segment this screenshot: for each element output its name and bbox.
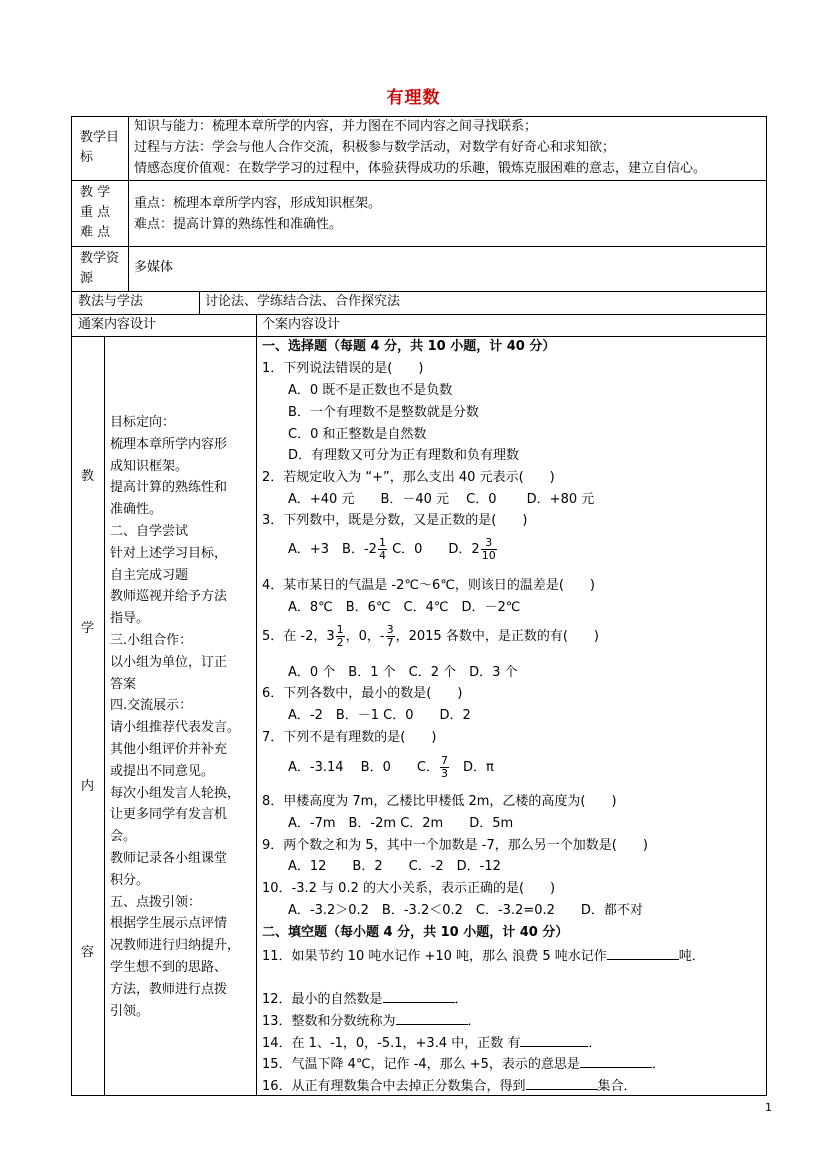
question-4-options: A．8℃ B．6℃ C．4℃ D．－2℃ (288, 600, 521, 615)
goals-label: 教学目标 (80, 130, 120, 165)
answer-blank-14[interactable] (520, 1033, 588, 1047)
question-7: 7．下列不是有理数的是( ) (262, 730, 437, 745)
side-label-xue: 学 (81, 621, 95, 636)
side-label-jiao: 教 (81, 469, 95, 484)
side-label-rong: 容 (81, 945, 95, 960)
question-1-option-c: C．0 和正整数是自然数 (288, 427, 427, 442)
common-design-line: 况教师进行归纳提升， (110, 938, 241, 954)
question-1-option-a: A．0 既不是正数也不是负数 (288, 383, 453, 398)
common-design-line: 或提出不同意见。 (110, 763, 215, 779)
question-4: 4．某市某日的气温是 -2℃～6℃，则该日的温差是( ) (262, 578, 595, 593)
question-5: 5．在 -2，3 $\frac{1}{2}$ ，0，- $\frac{3}{7}$ ，2015 各数中，是正数的有( ) (262, 623, 599, 649)
question-3: 3．下列数中，既是分数，又是正数的是( ) (262, 513, 528, 528)
answer-blank-12[interactable] (383, 989, 455, 1003)
common-design-line: 准确性。 (110, 502, 163, 518)
common-design-line: 二、自学尝试 (110, 523, 189, 539)
common-design-line: 积分。 (110, 872, 150, 888)
keypoints-label: 教 学 重 点 难 点 (80, 185, 111, 240)
question-7-options: A．-3.14 B．0 C． $\frac{7}{3}$ D．π (288, 754, 494, 780)
common-design-line: 根据学生展示点评情 (110, 916, 228, 932)
keypoint-difficulty: 难点：提高计算的熟练性和准确性。 (134, 217, 343, 232)
question-5-options: A．0 个 B．1 个 C．2 个 D．3 个 (288, 665, 518, 680)
answer-blank-16[interactable] (526, 1076, 598, 1090)
fraction-q5-2: $\frac{3}{7}$ (386, 623, 394, 649)
question-9: 9．两个数之和为 5，其中一个加数是 -7，那么另一个加数是( ) (262, 838, 648, 853)
question-2-options: A．+40 元 B．－40 元 C．0 D．+80 元 (288, 492, 595, 507)
goal-knowledge: 知识与能力：梳理本章所学的内容，并力图在不同内容之间寻找联系； (134, 119, 538, 134)
question-1-option-b: B．一个有理数不是整数就是分数 (288, 405, 479, 420)
fraction-q3-2: $\frac{3}{10}$ (481, 536, 496, 562)
common-design-line: 以小组为单位，订正 (110, 654, 228, 670)
question-3-options: A．+3 B．-2 $\frac{1}{4}$ C．0 D．2 $\frac{3}{10}$ (288, 536, 496, 562)
question-16: 16．从正有理数集合中去掉正分数集合，得到 集合． (262, 1076, 637, 1096)
section-fill-heading: 二、填空题（每小题 4 分，共 10 小题，计 40 分） (262, 925, 569, 940)
common-design-line: 让更多同学有发言机 (110, 807, 228, 823)
common-design-line: 自主完成习题 (110, 567, 189, 583)
common-design-line: 目标定向： (110, 415, 176, 430)
answer-blank-13[interactable] (396, 1011, 468, 1025)
common-design-line: 指导。 (110, 611, 150, 627)
question-6: 6．下列各数中，最小的数是( ) (262, 686, 463, 701)
section-choice-heading: 一、选择题（每题 4 分，共 10 小题，计 40 分） (262, 339, 556, 354)
side-label-nei: 内 (81, 779, 95, 794)
question-12: 12．最小的自然数是 ． (262, 989, 468, 1009)
common-design-line: 三.小组合作： (110, 632, 193, 648)
common-design-line: 四.交流展示： (110, 698, 193, 714)
question-2: 2．若规定收入为 “+”，那么支出 40 元表示( ) (262, 470, 555, 485)
fraction-q7: $\frac{7}{3}$ (440, 754, 448, 780)
answer-blank-11[interactable] (607, 946, 679, 960)
common-design-line: 学生想不到的思路、 (110, 959, 228, 975)
common-design-line: 方法，教师进行点拨 (110, 981, 228, 997)
fraction-q3-1: $\frac{1}{4}$ (378, 536, 386, 562)
common-design-line: 引领。 (110, 1003, 150, 1019)
common-design-line: 每次小组发言人轮换， (110, 785, 241, 801)
common-design-line: 教师记录各小组课堂 (110, 850, 228, 866)
common-design-line: 梳理本章所学内容形 (110, 436, 228, 452)
page-number: 1 (765, 1101, 772, 1114)
common-design-line: 请小组推荐代表发言。 (110, 720, 241, 736)
fraction-q5-1: $\frac{1}{2}$ (336, 623, 344, 649)
question-1: 1．下列说法错误的是( ) (262, 361, 424, 376)
keypoint-focus: 重点：梳理本章所学内容，形成知识框架。 (134, 196, 382, 211)
question-9-options: A．12 B．2 C．-2 D．-12 (288, 859, 501, 874)
question-10: 10．-3.2 与 0.2 的大小关系，表示正确的是( ) (262, 881, 556, 896)
common-design-line: 其他小组评价并补充 (110, 741, 228, 757)
common-design-line: 提高计算的熟练性和 (110, 480, 228, 496)
common-design-line: 答案 (110, 676, 137, 692)
question-8: 8．甲楼高度为 7m，乙楼比甲楼低 2m，乙楼的高度为( ) (262, 794, 617, 809)
question-10-options: A．-3.2＞0.2 B．-3.2＜0.2 C．-3.2=0.2 D．都不对 (288, 903, 643, 918)
goal-process: 过程与方法：学会与他人合作交流，积极参与数学活动，对数学有好奇心和求知欲； (134, 140, 616, 155)
method-label: 教法与学法 (78, 294, 144, 309)
question-6-options: A．-2 B．－1 C．0 D．2 (288, 708, 471, 723)
question-11: 11．如果节约 10 吨水记作 +10 吨，那么 浪费 5 吨水记作 吨． (262, 946, 705, 966)
common-design-line: 针对上述学习目标， (110, 545, 228, 561)
individual-design-label: 个案内容设计 (262, 317, 341, 332)
question-15: 15．气温下降 4℃，记作 -4，那么 +5，表示的意思是 ． (262, 1054, 665, 1074)
common-design-content (110, 412, 255, 1022)
resources-value: 多媒体 (134, 260, 174, 275)
question-13: 13．整数和分数统称为 ． (262, 1011, 481, 1031)
question-1-option-d: D．有理数又可分为正有理数和负有理数 (288, 448, 520, 463)
goal-emotion: 情感态度价值观：在数学学习的过程中，体验获得成功的乐趣，锻炼克服困难的意志，建立自信心。 (134, 161, 707, 176)
common-design-line: 教师巡视并给予方法 (110, 589, 228, 605)
question-14: 14．在 1、-1，0，-5.1，+3.4 中，正数 有 ． (262, 1033, 601, 1053)
common-design-line: 成知识框架。 (110, 458, 189, 474)
common-design-line: 会。 (110, 829, 137, 845)
document-title: 有理数 (386, 88, 441, 108)
question-8-options: A．-7m B．-2m C．2m D．5m (288, 816, 514, 831)
resources-label: 教学资源 (80, 251, 120, 286)
common-design-line: 五、点拨引领： (110, 894, 202, 910)
answer-blank-15[interactable] (580, 1054, 652, 1068)
common-design-label: 通案内容设计 (78, 317, 157, 332)
method-value: 讨论法、学练结合法、合作探究法 (205, 294, 401, 309)
